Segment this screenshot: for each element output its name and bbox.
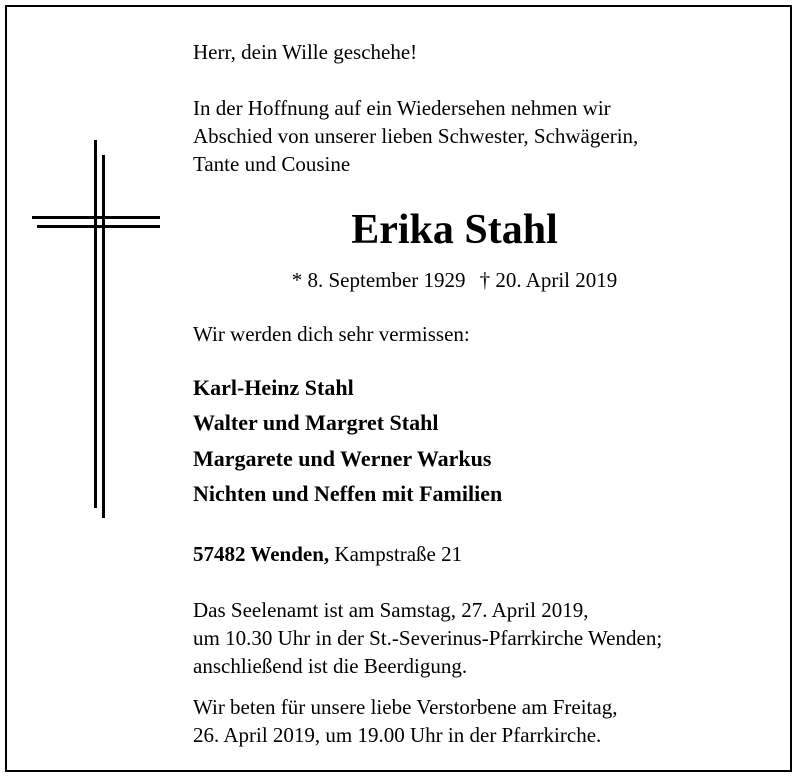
deceased-name: Erika Stahl <box>351 207 558 253</box>
prayer-line-2: 26. April 2019, um 19.00 Uhr in der Pfarrkirche. <box>193 723 602 747</box>
mourner-3: Margarete und Werner Warkus <box>193 446 492 471</box>
address-city: 57482 Wenden, <box>193 542 330 566</box>
service-line-3: anschließend ist die Beerdigung. <box>193 654 468 678</box>
service-line-2: um 10.30 Uhr in der St.-Severinus-Pfarrkirche Wenden; <box>193 626 663 650</box>
motto: Herr, dein Wille geschehe! <box>193 40 418 64</box>
service-line-1: Das Seelenamt ist am Samstag, 27. April 2019, <box>193 598 589 622</box>
address-street: Kampstraße 21 <box>334 542 463 566</box>
intro-line-1: In der Hoffnung auf ein Wiedersehen nehmen wir <box>193 96 611 120</box>
birth-date: * 8. September 1929 <box>291 268 466 292</box>
address <box>193 541 462 567</box>
prayer-line-1: Wir beten für unsere liebe Verstorbene am Freitag, <box>193 695 618 719</box>
intro-line-3: Tante und Cousine <box>193 152 351 176</box>
death-date: † 20. April 2019 <box>479 268 618 292</box>
mourner-2: Walter und Margret Stahl <box>193 410 439 435</box>
mourner-4: Nichten und Neffen mit Familien <box>193 481 503 506</box>
life-dates <box>7 267 792 293</box>
mourner-1: Karl-Heinz Stahl <box>193 375 354 400</box>
obituary-notice <box>5 5 792 772</box>
farewell-text: Wir werden dich sehr vermissen: <box>193 322 470 346</box>
intro-line-2: Abschied von unserer lieben Schwester, Schwägerin, <box>193 124 639 148</box>
